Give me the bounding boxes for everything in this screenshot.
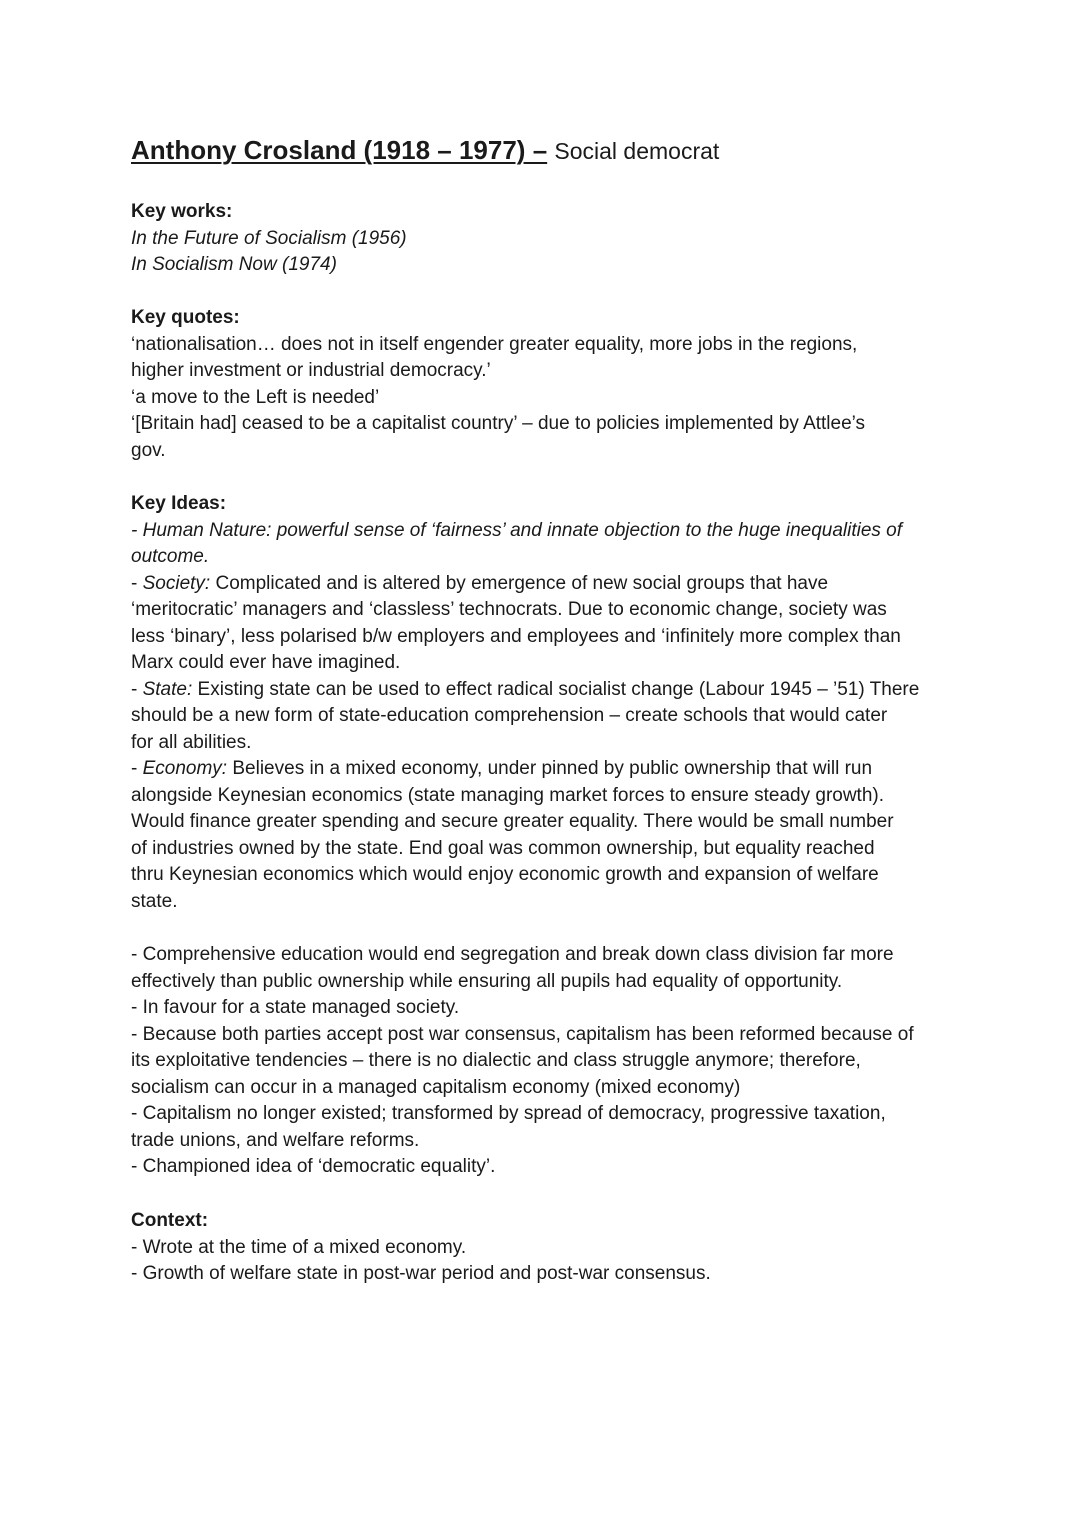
title-description: Social democrat <box>554 138 720 164</box>
idea-society-text: ‘meritocratic’ managers and ‘classless’ technocrats. Due to economic change, society was <box>131 599 887 620</box>
context-item: - Growth of welfare state in post-war period and post-war consensus. <box>131 1263 711 1284</box>
quote-line: ‘[Britain had] ceased to be a capitalist country’ – due to policies implemented by Attlee’s <box>131 413 866 434</box>
quote-line: gov. <box>131 439 166 461</box>
key-works-heading: Key works: <box>131 201 233 222</box>
idea-economy-text: alongside Keynesian economics (state managing market forces to ensure steady growth). <box>131 784 885 806</box>
idea-society-text: Marx could ever have imagined. <box>131 652 401 673</box>
key-quotes-section <box>131 305 961 464</box>
title-separator: – <box>525 135 548 165</box>
quote-line: ‘nationalisation… does not in itself engender greater equality, more jobs in the regions, <box>131 333 858 355</box>
idea-state-text: should be a new form of state-education comprehension – create schools that would cater <box>131 705 888 726</box>
idea-state-text: Existing state can be used to effect radical socialist change (Labour 1945 – ’51) There <box>192 678 920 700</box>
idea-human-nature-cont: outcome. <box>131 546 210 567</box>
idea-bullet: - In favour for a state managed society. <box>131 997 460 1018</box>
idea-society-line <box>131 571 961 598</box>
key-ideas-heading: Key Ideas: <box>131 493 227 514</box>
key-works-section <box>131 199 961 279</box>
idea-bullet: - Championed idea of ‘democratic equality’. <box>131 1156 496 1177</box>
idea-dash: - <box>131 572 143 594</box>
context-heading: Context: <box>131 1210 209 1231</box>
idea-dash: - <box>131 758 143 779</box>
idea-bullet: its exploitative tendencies – there is no dialectic and class struggle anymore; therefore, <box>131 1050 861 1071</box>
key-ideas-section <box>131 491 961 915</box>
key-quotes-heading: Key quotes: <box>131 307 240 328</box>
page-title <box>131 133 719 168</box>
idea-society-text: less ‘binary’, less polarised b/w employers and employees and ‘infinitely more complex than <box>131 625 901 647</box>
title-name: Anthony Crosland (1918 – 1977) <box>131 135 526 165</box>
idea-economy-label: Economy: <box>142 758 228 779</box>
key-work-item: In Socialism Now (1974) <box>131 254 337 275</box>
idea-economy-text: Would finance greater spending and secure greater equality. There would be small number <box>131 811 894 832</box>
key-work-item: In the Future of Socialism (1956) <box>131 227 407 249</box>
context-section <box>131 1208 961 1288</box>
idea-economy-line <box>131 756 961 783</box>
idea-economy-text: state. <box>131 890 178 912</box>
idea-society-label: Society: <box>142 572 211 594</box>
idea-state-text: for all abilities. <box>131 731 252 753</box>
idea-economy-text: of industries owned by the state. End goal was common ownership, but equality reached <box>131 837 875 859</box>
quote-line: higher investment or industrial democracy.’ <box>131 360 491 381</box>
idea-bullet: - Comprehensive education would end segregation and break down class division far more <box>131 944 894 965</box>
idea-economy-text: Believes in a mixed economy, under pinned by public ownership that will run <box>227 758 873 779</box>
idea-bullet: effectively than public ownership while ensuring all pupils had equality of opportunity. <box>131 970 843 992</box>
idea-economy-text: thru Keynesian economics which would enjoy economic growth and expansion of welfare <box>131 864 879 885</box>
quote-line: ‘a move to the Left is needed’ <box>131 386 380 408</box>
idea-bullet: - Capitalism no longer existed; transformed by spread of democracy, progressive taxation, <box>131 1103 886 1124</box>
idea-dash: - <box>131 678 143 700</box>
idea-society-text: Complicated and is altered by emergence of new social groups that have <box>210 572 829 594</box>
idea-state-line <box>131 677 961 704</box>
idea-state-label: State: <box>142 678 193 700</box>
idea-bullet: trade unions, and welfare reforms. <box>131 1129 420 1151</box>
context-item: - Wrote at the time of a mixed economy. <box>131 1236 467 1258</box>
idea-bullet: - Because both parties accept post war consensus, capitalism has been reformed because of <box>131 1023 914 1045</box>
additional-ideas-section <box>131 942 961 1181</box>
idea-human-nature: - Human Nature: powerful sense of ‘fairness’ and innate objection to the huge inequalities of <box>131 519 903 541</box>
idea-bullet: socialism can occur in a managed capitalism economy (mixed economy) <box>131 1076 741 1098</box>
